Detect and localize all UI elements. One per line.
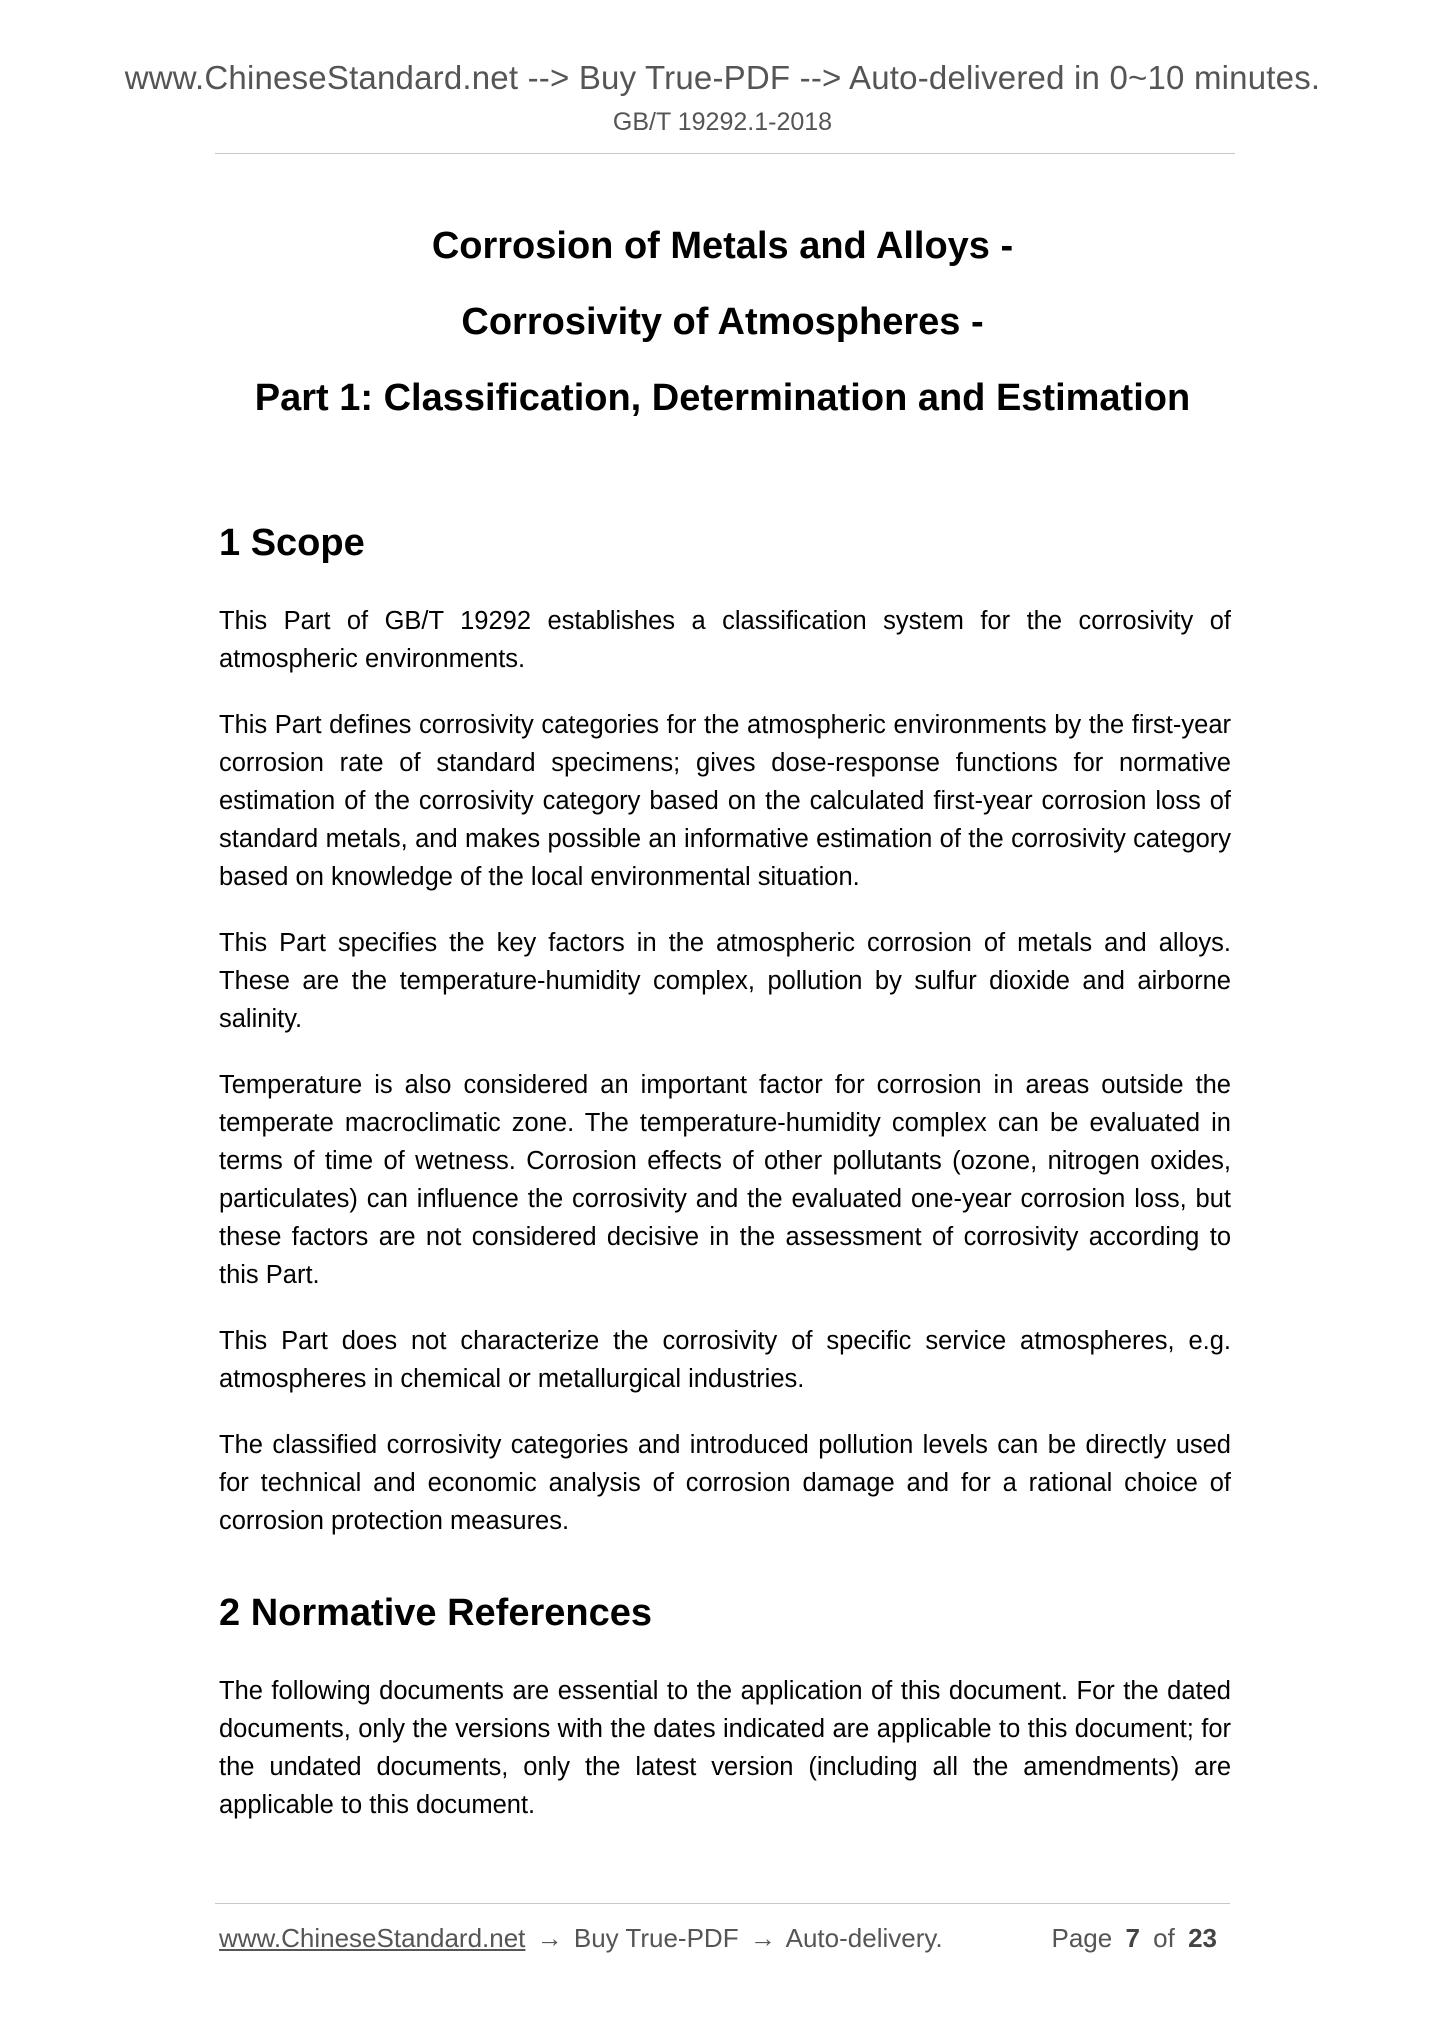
total-page-count: 23 bbox=[1188, 1923, 1217, 1953]
page-indicator bbox=[1051, 1918, 1223, 1958]
page-header bbox=[0, 56, 1445, 142]
header-promo-text: www.ChineseStandard.net --> Buy True-PDF --> Auto-delivered in 0~10 minutes. bbox=[124, 59, 1321, 96]
header-standard-number: GB/T 19292.1-2018 bbox=[612, 108, 833, 136]
section-heading-normative-references: 2 Normative References bbox=[219, 1592, 652, 1634]
references-paragraph: The following documents are essential to the application of this document. For the dated documents, only the versions with the dates indicated are applicable to this document; for the undated documents, only the latest version (including all the amendments) are applicable to this document. bbox=[219, 1677, 1231, 1819]
document-body bbox=[219, 518, 1231, 1852]
footer-buy-text: Buy True-PDF bbox=[573, 1923, 739, 1953]
arrow-right-icon: → bbox=[749, 1923, 776, 1953]
footer-delivery-text: Auto-delivery. bbox=[785, 1923, 943, 1953]
footer-divider bbox=[215, 1903, 1230, 1904]
title-line-2: Corrosivity of Atmospheres - bbox=[461, 301, 984, 343]
section-spacer bbox=[219, 1568, 1231, 1588]
scope-paragraph: This Part defines corrosivity categories for the atmospheric environments by the first-year corrosion rate of standard specimens; gives dose-response functions for normative estimation of the corrosivity category based on the calculated first-year corrosion loss of standard metals, and makes possible an informative estimation of the corrosivity category based on knowledge of the local environmental situation. bbox=[219, 711, 1231, 891]
page-label: Page bbox=[1051, 1923, 1113, 1953]
footer-site-link[interactable]: www.ChineseStandard.net bbox=[219, 1923, 526, 1953]
section-normative-references bbox=[219, 1588, 1231, 1824]
section-scope bbox=[219, 518, 1231, 1540]
scope-paragraph: The classified corrosivity categories and introduced pollution levels can be directly used for technical and economic analysis of corrosion damage and for a rational choice of corrosion protection measures. bbox=[219, 1431, 1231, 1535]
arrow-right-icon: → bbox=[536, 1923, 563, 1953]
current-page-number: 7 bbox=[1125, 1923, 1140, 1953]
header-divider bbox=[215, 153, 1235, 154]
scope-paragraph: This Part does not characterize the corrosivity of specific service atmospheres, e.g. atmospheres in chemical or metallurgical industries. bbox=[219, 1327, 1231, 1393]
scope-paragraph: This Part of GB/T 19292 establishes a classification system for the corrosivity of atmospheric environments. bbox=[219, 607, 1231, 673]
footer-promo bbox=[219, 1918, 943, 1958]
title-line-3: Part 1: Classification, Determination and Estimation bbox=[254, 377, 1191, 419]
scope-paragraph: Temperature is also considered an important factor for corrosion in areas outside the temperate macroclimatic zone. The temperature-humidity complex can be evaluated in terms of time of wetness. Corrosion effects of other pollutants (ozone, nitrogen oxides, particulates) can influence the corrosivity and the evaluated one-year corrosion loss, but these factors are not considered decisive in the assessment of corrosivity according to this Part. bbox=[219, 1071, 1231, 1289]
of-label: of bbox=[1153, 1923, 1175, 1953]
document-title bbox=[0, 208, 1445, 436]
section-heading-scope: 1 Scope bbox=[219, 522, 365, 564]
scope-paragraph: This Part specifies the key factors in the atmospheric corrosion of metals and alloys. These are the temperature-humidity complex, pollution by sulfur dioxide and airborne salinity. bbox=[219, 929, 1231, 1033]
title-line-1: Corrosion of Metals and Alloys - bbox=[431, 225, 1014, 267]
